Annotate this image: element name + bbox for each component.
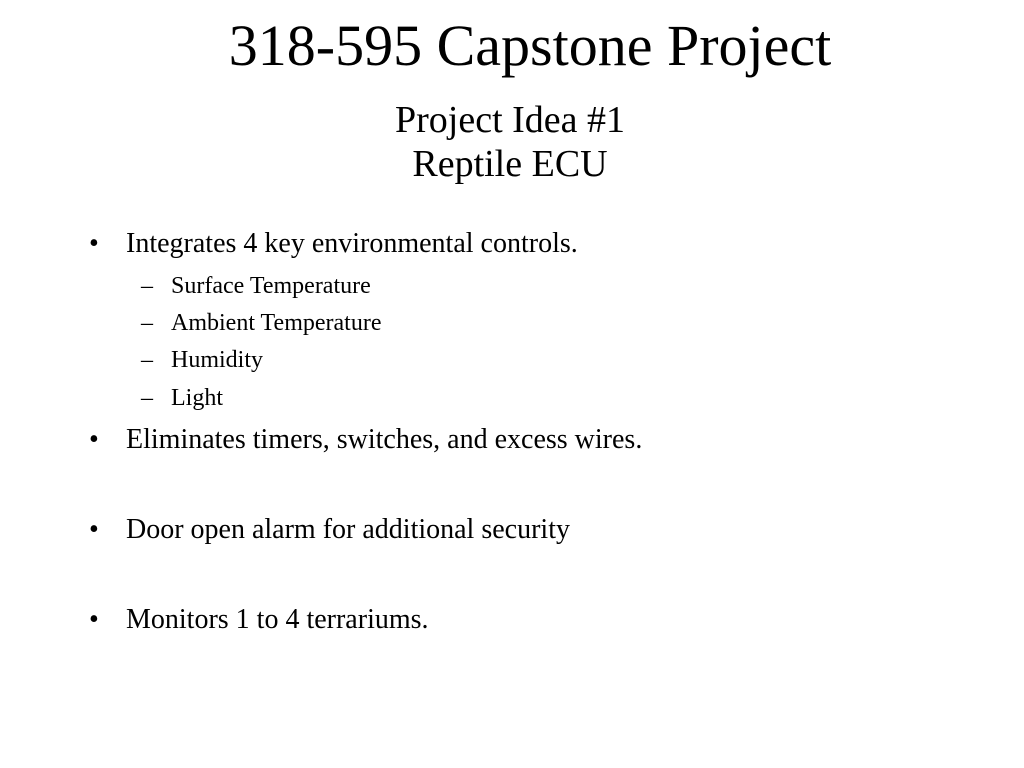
bullet-marker: • bbox=[89, 424, 99, 455]
bullet-text: Door open alarm for additional security bbox=[126, 514, 570, 545]
sub-bullet-item bbox=[141, 384, 223, 412]
bullet-marker: • bbox=[89, 604, 99, 635]
bullet-item bbox=[89, 424, 642, 456]
bullet-text: Eliminates timers, switches, and excess wires. bbox=[126, 424, 643, 455]
bullet-item bbox=[89, 228, 578, 260]
bullet-item bbox=[89, 514, 570, 546]
sub-bullet-item bbox=[141, 272, 371, 300]
sub-bullet-text: Humidity bbox=[171, 347, 264, 373]
subtitle-line-1: Project Idea #1 bbox=[394, 99, 626, 141]
dash-marker: – bbox=[141, 273, 153, 299]
dash-marker: – bbox=[141, 310, 153, 336]
dash-marker: – bbox=[141, 347, 153, 373]
sub-bullet-item bbox=[141, 346, 263, 374]
sub-bullet-text: Ambient Temperature bbox=[171, 310, 382, 336]
bullet-marker: • bbox=[89, 514, 99, 545]
sub-bullet-text: Light bbox=[171, 385, 223, 411]
sub-bullet-item bbox=[141, 309, 381, 337]
bullet-marker: • bbox=[89, 228, 99, 259]
subtitle-line-2: Reptile ECU bbox=[412, 143, 608, 185]
sub-bullet-text: Surface Temperature bbox=[171, 273, 371, 299]
dash-marker: – bbox=[141, 385, 153, 411]
bullet-item bbox=[89, 604, 429, 636]
bullet-text: Monitors 1 to 4 terrariums. bbox=[126, 604, 429, 635]
slide-title: 318-595 Capstone Project bbox=[228, 13, 832, 78]
bullet-text: Integrates 4 key environmental controls. bbox=[126, 228, 578, 259]
